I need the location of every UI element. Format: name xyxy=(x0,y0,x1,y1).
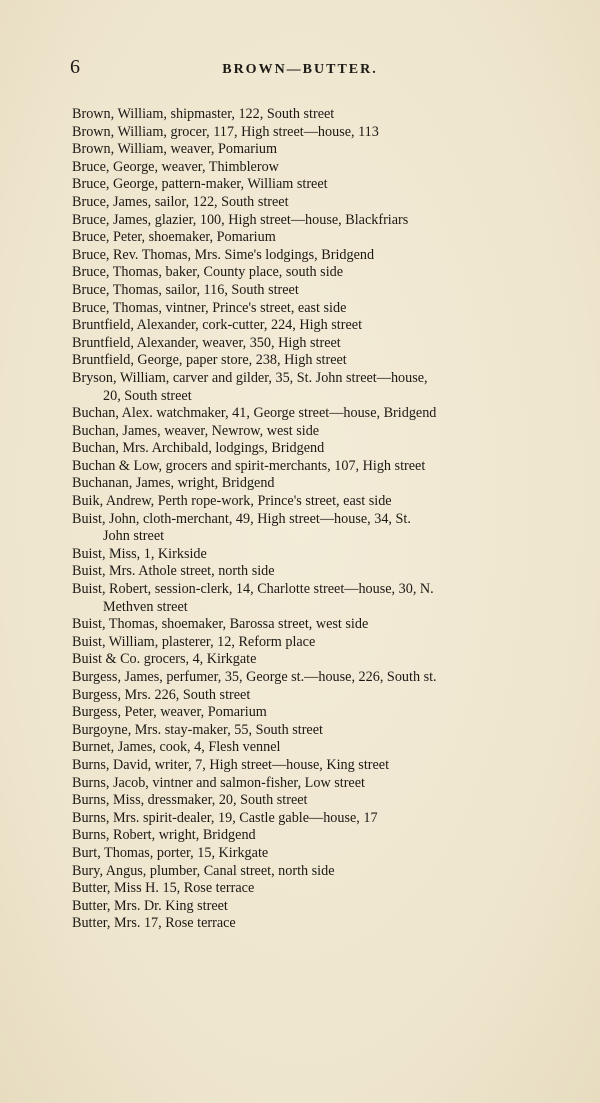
directory-entry: Buchan & Low, grocers and spirit-merchants, 107, High street xyxy=(72,457,426,474)
directory-entry: Buchanan, James, wright, Bridgend xyxy=(72,475,275,492)
directory-entry: Bruntfield, Alexander, weaver, 350, High street xyxy=(72,334,341,351)
directory-entry: Buist, William, plasterer, 12, Reform place xyxy=(72,633,316,650)
directory-entry: Bruntfield, George, paper store, 238, High street xyxy=(72,352,347,369)
directory-entry: Bruce, Thomas, sailor, 116, South street xyxy=(72,281,299,298)
directory-entry: Burns, Jacob, vintner and salmon-fisher, Low street xyxy=(72,774,365,791)
directory-entry: Buist & Co. grocers, 4, Kirkgate xyxy=(72,651,257,668)
directory-entry: Brown, William, shipmaster, 122, South street xyxy=(72,106,335,122)
directory-entry: Bruntfield, Alexander, cork-cutter, 224, High street xyxy=(72,317,363,334)
directory-entry: Burns, David, writer, 7, High street—house, King street xyxy=(72,756,390,773)
directory-entry: Burgess, James, perfumer, 35, George st.—house, 226, South st. xyxy=(72,669,437,685)
directory-entry: Bruce, James, glazier, 100, High street—house, Blackfriars xyxy=(72,211,409,228)
directory-entry: Bruce, Thomas, baker, County place, south side xyxy=(72,264,344,281)
directory-entry: Bruce, James, sailor, 122, South street xyxy=(72,193,289,210)
directory-entry: Buist, John, cloth-merchant, 49, High street—house, 34, St. xyxy=(72,510,411,527)
page-number: 6 xyxy=(70,56,80,78)
directory-entry-continuation: 20, South street xyxy=(103,387,192,404)
directory-entry-continuation: Methven street xyxy=(103,598,188,615)
directory-entry: Bruce, George, weaver, Thimblerow xyxy=(72,158,279,175)
directory-entry: Burns, Robert, wright, Bridgend xyxy=(72,827,256,844)
directory-entry: Butter, Mrs. Dr. King street xyxy=(72,897,228,914)
directory-entry: Burgess, Peter, weaver, Pomarium xyxy=(72,704,267,721)
directory-entry: Burnet, James, cook, 4, Flesh vennel xyxy=(72,739,281,756)
directory-entry: Buchan, Mrs. Archibald, lodgings, Bridgend xyxy=(72,440,325,457)
directory-entry: Burns, Miss, dressmaker, 20, South street xyxy=(72,792,308,809)
directory-entry: Bruce, George, pattern-maker, William street xyxy=(72,176,328,193)
directory-entry-continuation: John street xyxy=(103,528,165,545)
directory-entry: Buist, Mrs. Athole street, north side xyxy=(72,563,275,580)
directory-entry: Brown, William, weaver, Pomarium xyxy=(72,141,278,158)
directory-entry: Buchan, James, weaver, Newrow, west side xyxy=(72,422,320,439)
directory-entry: Buik, Andrew, Perth rope-work, Prince's street, east side xyxy=(72,493,392,510)
directory-entry-list xyxy=(72,106,552,933)
directory-entry: Burgess, Mrs. 226, South street xyxy=(72,686,251,703)
directory-entry: Buist, Thomas, shoemaker, Barossa street, west side xyxy=(72,616,369,633)
directory-entry: Butter, Miss H. 15, Rose terrace xyxy=(72,880,255,897)
directory-entry: Bruce, Thomas, vintner, Prince's street, east side xyxy=(72,299,347,316)
directory-entry: Bryson, William, carver and gilder, 35, St. John street—house, xyxy=(72,369,428,386)
directory-entry: Butter, Mrs. 17, Rose terrace xyxy=(72,915,236,932)
directory-entry: Buist, Miss, 1, Kirkside xyxy=(72,545,207,562)
directory-entry: Brown, William, grocer, 117, High street—house, 113 xyxy=(72,123,379,140)
directory-entry: Buist, Robert, session-clerk, 14, Charlotte street—house, 30, N. xyxy=(72,581,434,598)
directory-entry: Burgoyne, Mrs. stay-maker, 55, South street xyxy=(72,721,323,738)
running-head: BROWN—BUTTER. xyxy=(222,62,378,77)
directory-entry: Buchan, Alex. watchmaker, 41, George street—house, Bridgend xyxy=(72,405,437,422)
directory-entry: Bury, Angus, plumber, Canal street, north side xyxy=(72,862,335,879)
directory-entry: Bruce, Peter, shoemaker, Pomarium xyxy=(72,229,276,246)
directory-entry: Burt, Thomas, porter, 15, Kirkgate xyxy=(72,844,269,861)
directory-entry: Bruce, Rev. Thomas, Mrs. Sime's lodgings, Bridgend xyxy=(72,246,375,263)
directory-entry: Burns, Mrs. spirit-dealer, 19, Castle gable—house, 17 xyxy=(72,809,378,826)
